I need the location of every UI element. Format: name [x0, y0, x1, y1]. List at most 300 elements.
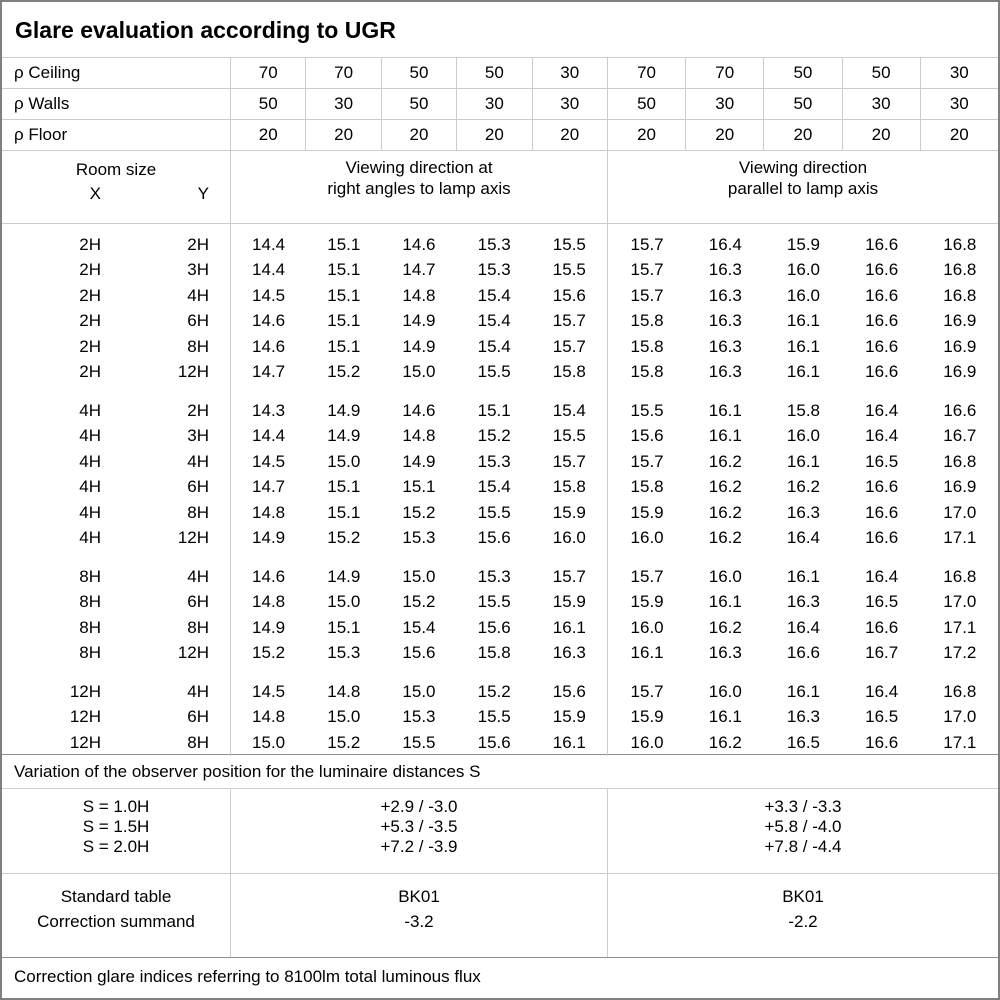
reflectance-row-label: ρ Floor — [14, 125, 68, 144]
ugr-value: 15.7 — [630, 234, 664, 254]
ugr-value: 16.2 — [708, 617, 742, 637]
room-y-value: 3H — [187, 260, 209, 280]
table-row-labels — [2, 334, 230, 360]
ugr-value: 15.3 — [477, 234, 511, 254]
ugr-value: 15.4 — [552, 400, 586, 420]
ugr-value: 15.6 — [477, 528, 511, 548]
ugr-value: 15.6 — [552, 681, 586, 701]
room-x-value: 4H — [79, 477, 101, 497]
table-row-labels — [2, 590, 230, 616]
ugr-value: 16.9 — [943, 362, 977, 382]
table-row-right-angles — [231, 730, 607, 756]
reflectance-value: 50 — [763, 58, 841, 88]
ugr-value: 16.6 — [865, 502, 899, 522]
ugr-value: 16.3 — [708, 336, 742, 356]
ugr-value: 15.6 — [402, 643, 436, 663]
ugr-value: 14.8 — [252, 592, 286, 612]
ugr-value: 15.5 — [477, 502, 511, 522]
reflectance-row-label: ρ Ceiling — [14, 63, 81, 82]
room-y-value: 8H — [187, 732, 209, 752]
ugr-value: 16.6 — [865, 732, 899, 752]
ugr-value: 15.2 — [327, 528, 361, 548]
ugr-value: 16.0 — [786, 285, 821, 305]
ugr-value: 16.5 — [865, 707, 899, 727]
ugr-value: 15.4 — [477, 311, 511, 331]
room-y-value: 12H — [177, 362, 209, 382]
ugr-value: 15.2 — [402, 502, 436, 522]
reflectance-value: 30 — [842, 89, 920, 119]
room-x-value: 8H — [79, 592, 101, 612]
reflectance-value: 30 — [532, 58, 607, 88]
room-x-value: 8H — [79, 566, 101, 586]
ugr-value: 16.0 — [552, 528, 586, 548]
ugr-value: 16.1 — [630, 643, 664, 663]
table-row-parallel — [608, 705, 998, 731]
ugr-value: 16.4 — [708, 234, 742, 254]
table-row-parallel — [608, 641, 998, 667]
ugr-value: 15.9 — [630, 707, 664, 727]
room-y-label: Y — [197, 184, 209, 203]
ugr-value: 15.8 — [630, 336, 664, 356]
ugr-value: 16.6 — [786, 643, 821, 663]
ugr-value: 15.7 — [630, 451, 664, 471]
ugr-value: 15.5 — [477, 362, 511, 382]
ugr-value: 16.3 — [786, 707, 821, 727]
viewing-direction-parallel-header — [607, 151, 998, 223]
parallel-column — [607, 224, 998, 756]
standard-labels — [2, 874, 230, 957]
ugr-value: 17.1 — [943, 732, 977, 752]
room-x-value: 2H — [79, 234, 101, 254]
ugr-value: 14.6 — [402, 400, 436, 420]
ugr-value: 16.8 — [943, 451, 977, 471]
spacing-correction-parallel: +3.3 / -3.3 — [764, 797, 842, 816]
spacing-section — [2, 789, 998, 874]
ugr-value: 15.5 — [552, 260, 586, 280]
table-row-labels — [2, 730, 230, 756]
viewing-right-angles-line2: right angles to lamp axis — [327, 179, 511, 198]
table-row-right-angles — [231, 590, 607, 616]
ugr-value: 14.7 — [252, 477, 286, 497]
ugr-values-table — [2, 224, 998, 754]
room-x-value: 8H — [79, 617, 101, 637]
ugr-value: 16.8 — [943, 260, 977, 280]
ugr-value: 15.6 — [552, 285, 586, 305]
standard-table-right-angles: BK01 — [398, 887, 440, 906]
ugr-value: 16.4 — [865, 426, 899, 446]
room-y-value: 4H — [187, 285, 209, 305]
ugr-value: 14.8 — [252, 707, 286, 727]
ugr-value: 15.4 — [477, 336, 511, 356]
ugr-value: 17.2 — [943, 643, 977, 663]
table-row-parallel — [608, 424, 998, 450]
ugr-value: 16.1 — [552, 617, 586, 637]
reflectance-value: 20 — [607, 120, 685, 150]
ugr-value: 16.3 — [708, 362, 742, 382]
table-row-parallel — [608, 334, 998, 360]
ugr-value: 15.9 — [630, 592, 664, 612]
variation-note: Variation of the observer position for the luminaire distances S — [2, 754, 998, 789]
room-y-value: 6H — [187, 311, 209, 331]
reflectance-value: 30 — [532, 89, 607, 119]
ugr-value: 14.9 — [327, 426, 361, 446]
reflectance-value: 30 — [685, 89, 763, 119]
ugr-value: 16.3 — [708, 260, 742, 280]
ugr-value: 15.4 — [402, 617, 436, 637]
ugr-value: 15.2 — [477, 426, 511, 446]
ugr-value: 16.1 — [708, 426, 742, 446]
ugr-value: 16.8 — [943, 681, 977, 701]
spacing-correction-right-angles: +7.2 / -3.9 — [380, 837, 458, 856]
room-y-value: 4H — [187, 451, 209, 471]
ugr-value: 16.5 — [786, 732, 821, 752]
ugr-value: 15.2 — [327, 362, 361, 382]
ugr-value: 14.7 — [252, 362, 286, 382]
ugr-value: 14.7 — [402, 260, 436, 280]
room-x-value: 2H — [79, 285, 101, 305]
ugr-value: 14.9 — [252, 617, 286, 637]
room-x-value: 12H — [69, 681, 101, 701]
ugr-value: 16.0 — [630, 528, 664, 548]
ugr-value: 16.1 — [786, 681, 821, 701]
room-x-value: 4H — [79, 400, 101, 420]
ugr-value: 15.7 — [552, 336, 586, 356]
room-size-axes — [2, 180, 230, 204]
reflectance-value: 20 — [230, 120, 305, 150]
ugr-value: 16.1 — [786, 311, 821, 331]
table-header-band — [2, 151, 998, 224]
table-row-labels — [2, 449, 230, 475]
spacing-right-angles — [230, 789, 607, 873]
room-size-title: Room size — [75, 160, 157, 179]
ugr-value: 16.0 — [708, 566, 742, 586]
correction-summand-parallel: -2.2 — [788, 912, 818, 931]
room-y-value: 6H — [187, 707, 209, 727]
ugr-value: 14.9 — [402, 311, 436, 331]
ugr-value: 16.3 — [708, 643, 742, 663]
ugr-value: 16.3 — [786, 592, 821, 612]
ugr-value: 16.6 — [865, 285, 899, 305]
ugr-value: 16.9 — [943, 311, 977, 331]
ugr-value: 16.6 — [865, 260, 899, 280]
table-row-right-angles — [231, 334, 607, 360]
table-row-right-angles — [231, 424, 607, 450]
ugr-value: 15.1 — [327, 617, 361, 637]
ugr-value: 16.9 — [943, 336, 977, 356]
ugr-value: 15.1 — [327, 336, 361, 356]
ugr-value: 16.3 — [552, 643, 586, 663]
ugr-value: 15.1 — [402, 477, 436, 497]
right-angles-column — [230, 224, 607, 756]
room-y-value: 2H — [187, 400, 209, 420]
ugr-value: 16.2 — [786, 477, 821, 497]
room-x-value: 4H — [79, 502, 101, 522]
ugr-value: 15.6 — [630, 426, 664, 446]
room-y-value: 4H — [187, 681, 209, 701]
reflectance-value: 30 — [920, 58, 998, 88]
table-row-right-angles — [231, 232, 607, 258]
ugr-value: 14.5 — [252, 451, 286, 471]
ugr-value: 15.1 — [477, 400, 511, 420]
table-row-parallel — [608, 590, 998, 616]
table-row-parallel — [608, 679, 998, 705]
ugr-value: 14.9 — [327, 566, 361, 586]
table-row-right-angles — [231, 641, 607, 667]
room-x-value: 2H — [79, 311, 101, 331]
ugr-value: 16.5 — [865, 592, 899, 612]
ugr-value: 16.6 — [865, 311, 899, 331]
reflectance-value: 50 — [381, 58, 456, 88]
reflectance-value: 50 — [456, 58, 531, 88]
table-row-labels — [2, 258, 230, 284]
ugr-value: 15.2 — [477, 681, 511, 701]
reflectance-value: 30 — [456, 89, 531, 119]
ugr-value: 16.6 — [865, 617, 899, 637]
spacing-correction-right-angles: +5.3 / -3.5 — [380, 817, 458, 836]
spacing-label: S = 1.0H — [82, 797, 150, 816]
ugr-value: 15.0 — [252, 732, 286, 752]
viewing-right-angles-line1: Viewing direction at — [345, 158, 493, 177]
reflectance-value: 20 — [532, 120, 607, 150]
viewing-direction-right-angles-header — [230, 151, 607, 223]
ugr-value: 15.1 — [327, 502, 361, 522]
ugr-value: 15.2 — [402, 592, 436, 612]
ugr-value: 16.0 — [630, 617, 664, 637]
ugr-value: 15.5 — [630, 400, 664, 420]
table-row-parallel — [608, 449, 998, 475]
ugr-value: 15.0 — [327, 707, 361, 727]
ugr-value: 15.4 — [477, 477, 511, 497]
table-row-labels — [2, 615, 230, 641]
room-y-value: 6H — [187, 477, 209, 497]
ugr-value: 15.8 — [552, 362, 586, 382]
ugr-value: 16.2 — [708, 502, 742, 522]
room-x-value: 8H — [79, 643, 101, 663]
reflectance-value: 20 — [685, 120, 763, 150]
ugr-value: 16.2 — [708, 451, 742, 471]
ugr-value: 17.1 — [943, 617, 977, 637]
ugr-value: 14.9 — [252, 528, 286, 548]
ugr-value: 16.0 — [708, 681, 742, 701]
table-row-parallel — [608, 730, 998, 756]
room-x-value: 2H — [79, 260, 101, 280]
ugr-value: 16.6 — [865, 528, 899, 548]
ugr-value: 14.3 — [252, 400, 286, 420]
reflectance-value: 20 — [763, 120, 841, 150]
ugr-value: 14.6 — [252, 566, 286, 586]
ugr-value: 16.0 — [786, 260, 821, 280]
table-row-right-angles — [231, 475, 607, 501]
reflectance-value: 20 — [381, 120, 456, 150]
ugr-value: 14.9 — [402, 451, 436, 471]
reflectance-row — [2, 58, 998, 89]
table-row-right-angles — [231, 360, 607, 386]
ugr-value: 14.4 — [252, 260, 286, 280]
reflectance-value: 70 — [607, 58, 685, 88]
ugr-value: 15.3 — [477, 451, 511, 471]
table-row-labels — [2, 283, 230, 309]
room-y-value: 8H — [187, 336, 209, 356]
reflectance-value: 70 — [305, 58, 380, 88]
room-size-column — [2, 224, 230, 756]
ugr-value: 15.5 — [552, 426, 586, 446]
room-x-value: 12H — [69, 707, 101, 727]
ugr-value: 15.8 — [786, 400, 821, 420]
ugr-value: 16.7 — [943, 426, 977, 446]
viewing-parallel-line1: Viewing direction — [738, 158, 868, 177]
ugr-value: 15.9 — [552, 502, 586, 522]
ugr-value: 15.8 — [552, 477, 586, 497]
ugr-value: 16.5 — [865, 451, 899, 471]
ugr-value: 14.4 — [252, 426, 286, 446]
table-row-parallel — [608, 526, 998, 552]
ugr-value: 14.8 — [402, 285, 436, 305]
spacing-correction-parallel: +5.8 / -4.0 — [764, 817, 842, 836]
room-y-value: 2H — [187, 234, 209, 254]
reflectance-table — [2, 58, 998, 151]
ugr-value: 15.5 — [477, 592, 511, 612]
room-x-value: 12H — [69, 732, 101, 752]
ugr-value: 15.3 — [477, 260, 511, 280]
ugr-value: 16.1 — [708, 707, 742, 727]
ugr-value: 16.4 — [865, 681, 899, 701]
ugr-value: 16.1 — [786, 566, 821, 586]
ugr-value: 16.0 — [786, 426, 821, 446]
ugr-value: 15.3 — [327, 643, 361, 663]
ugr-value: 15.1 — [327, 260, 361, 280]
ugr-value: 16.2 — [708, 528, 742, 548]
reflectance-value: 50 — [381, 89, 456, 119]
table-row-labels — [2, 309, 230, 335]
spacing-correction-parallel: +7.8 / -4.4 — [764, 837, 842, 856]
table-row-parallel — [608, 258, 998, 284]
ugr-value: 16.6 — [943, 400, 977, 420]
ugr-value: 15.7 — [552, 311, 586, 331]
ugr-value: 16.1 — [708, 400, 742, 420]
ugr-value: 15.0 — [327, 592, 361, 612]
ugr-value: 16.8 — [943, 566, 977, 586]
table-row-parallel — [608, 309, 998, 335]
room-x-value: 4H — [79, 528, 101, 548]
ugr-value: 15.5 — [402, 732, 436, 752]
ugr-value: 14.8 — [402, 426, 436, 446]
spacing-label: S = 2.0H — [82, 837, 150, 856]
table-row-right-angles — [231, 705, 607, 731]
reflectance-row — [2, 120, 998, 151]
ugr-value: 14.6 — [252, 336, 286, 356]
footer-note: Correction glare indices referring to 8100lm total luminous flux — [2, 957, 998, 998]
reflectance-value: 20 — [305, 120, 380, 150]
table-row-labels — [2, 641, 230, 667]
room-x-value: 2H — [79, 362, 101, 382]
table-row-parallel — [608, 564, 998, 590]
table-row-parallel — [608, 283, 998, 309]
reflectance-value: 20 — [456, 120, 531, 150]
table-row-right-angles — [231, 449, 607, 475]
ugr-value: 15.8 — [630, 362, 664, 382]
table-row-labels — [2, 475, 230, 501]
ugr-value: 16.1 — [786, 451, 821, 471]
ugr-value: 15.1 — [327, 477, 361, 497]
ugr-value: 15.3 — [402, 707, 436, 727]
ugr-value: 16.2 — [708, 732, 742, 752]
ugr-value: 15.6 — [477, 732, 511, 752]
reflectance-value: 50 — [763, 89, 841, 119]
ugr-value: 15.3 — [402, 528, 436, 548]
ugr-value: 15.6 — [477, 617, 511, 637]
table-row-right-angles — [231, 398, 607, 424]
ugr-value: 15.5 — [552, 234, 586, 254]
spacing-labels — [2, 789, 230, 873]
ugr-value: 14.8 — [327, 681, 361, 701]
ugr-value: 16.4 — [865, 400, 899, 420]
ugr-value: 17.0 — [943, 707, 977, 727]
ugr-value: 15.8 — [630, 311, 664, 331]
ugr-value: 15.4 — [477, 285, 511, 305]
ugr-value: 16.8 — [943, 234, 977, 254]
ugr-value: 15.1 — [327, 311, 361, 331]
ugr-value: 14.5 — [252, 681, 286, 701]
page-title: Glare evaluation according to UGR — [2, 2, 998, 58]
ugr-value: 14.5 — [252, 285, 286, 305]
spacing-correction-right-angles: +2.9 / -3.0 — [380, 797, 458, 816]
room-x-value: 4H — [79, 451, 101, 471]
spacing-label: S = 1.5H — [82, 817, 150, 836]
ugr-value: 15.7 — [630, 260, 664, 280]
ugr-value: 16.9 — [943, 477, 977, 497]
ugr-value: 16.4 — [786, 617, 821, 637]
ugr-value: 15.7 — [630, 681, 664, 701]
room-y-value: 12H — [177, 643, 209, 663]
ugr-value: 16.2 — [708, 477, 742, 497]
table-row-labels — [2, 564, 230, 590]
table-row-right-angles — [231, 500, 607, 526]
correction-summand-label: Correction summand — [37, 912, 195, 931]
ugr-value: 15.0 — [402, 362, 436, 382]
ugr-value: 14.9 — [402, 336, 436, 356]
ugr-value: 15.7 — [630, 566, 664, 586]
ugr-value: 14.4 — [252, 234, 286, 254]
ugr-value: 16.0 — [630, 732, 664, 752]
ugr-value: 15.7 — [630, 285, 664, 305]
reflectance-value: 70 — [685, 58, 763, 88]
ugr-value: 16.1 — [708, 592, 742, 612]
room-y-value: 4H — [187, 566, 209, 586]
viewing-parallel-line2: parallel to lamp axis — [727, 179, 879, 198]
table-row-labels — [2, 705, 230, 731]
reflectance-value: 30 — [305, 89, 380, 119]
ugr-value: 14.6 — [252, 311, 286, 331]
table-row-right-angles — [231, 679, 607, 705]
ugr-value: 16.8 — [943, 285, 977, 305]
ugr-value: 16.4 — [865, 566, 899, 586]
ugr-value: 16.3 — [708, 311, 742, 331]
reflectance-value: 20 — [920, 120, 998, 150]
table-row-parallel — [608, 500, 998, 526]
table-row-parallel — [608, 615, 998, 641]
room-y-value: 8H — [187, 617, 209, 637]
table-row-parallel — [608, 398, 998, 424]
ugr-value: 15.7 — [552, 566, 586, 586]
reflectance-value: 70 — [230, 58, 305, 88]
reflectance-value: 50 — [230, 89, 305, 119]
table-row-labels — [2, 679, 230, 705]
table-row-right-angles — [231, 309, 607, 335]
ugr-value: 15.9 — [786, 234, 821, 254]
ugr-value: 15.1 — [327, 234, 361, 254]
ugr-value: 16.3 — [708, 285, 742, 305]
ugr-value: 16.7 — [865, 643, 899, 663]
